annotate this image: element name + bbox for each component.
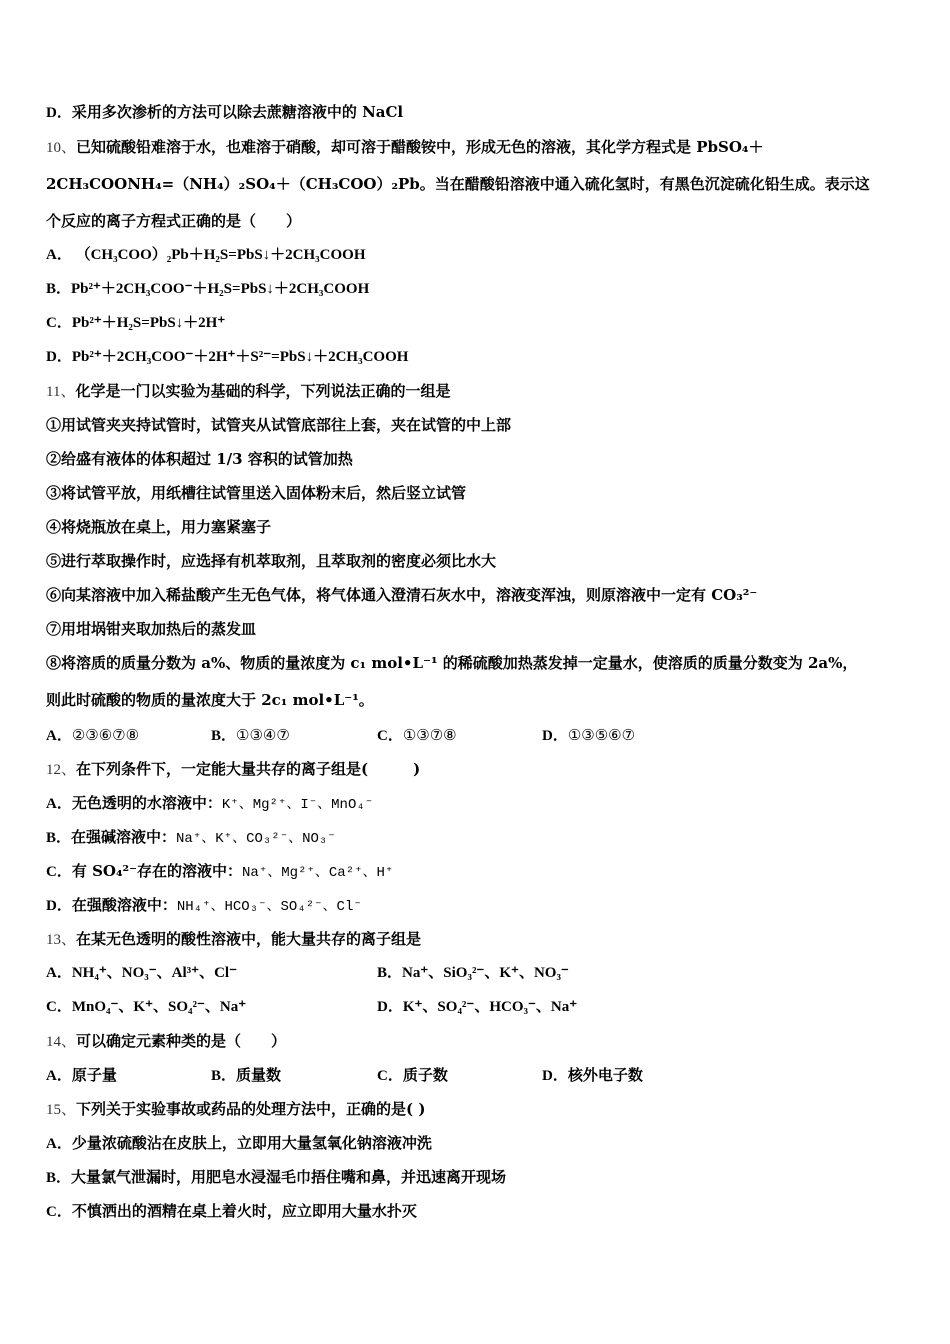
question-stem: 可以确定元素种类的是（ ）: [76, 1032, 287, 1050]
option-text: Pb²⁺＋H₂S=PbS↓＋2H⁺: [71, 315, 226, 331]
option-label: C．: [377, 728, 403, 744]
q12-option-d: [46, 895, 362, 917]
option-text: ①③⑤⑥⑦: [567, 726, 636, 744]
q14-option-a: [46, 1065, 117, 1086]
q10-option-d: [46, 347, 408, 367]
q11-statement-8: ⑧将溶质的质量分数为 a%、物质的量浓度为 c₁ mol•L⁻¹ 的稀硫酸加热蒸发掉一定量水，使溶质的质量分数变为 2a%，: [46, 654, 858, 672]
question-number: 14、: [46, 1034, 77, 1050]
q11-statement-3: ③将试管平放，用纸槽往试管里送入固体粉末后，然后竖立试管: [46, 484, 467, 502]
q13-option-d: [377, 997, 577, 1017]
question-number: 13、: [46, 932, 77, 948]
option-label: B．: [211, 728, 237, 744]
option-text: Pb²⁺＋2CH₃COO⁻＋2H⁺＋S²⁻=PbS↓＋2CH₃COOH: [71, 349, 409, 365]
option-text: 采用多次渗析的方法可以除去蔗糖溶液中的 NaCl: [71, 103, 404, 121]
option-text: 少量浓硫酸沾在皮肤上，立即用大量氢氧化钠溶液冲洗: [71, 1134, 432, 1152]
option-label: B．: [46, 1170, 72, 1186]
q11-statement-2: ②给盛有液体的体积超过 1/3 容积的试管加热: [46, 450, 353, 468]
q11-statement-7: ⑦用坩埚钳夹取加热后的蒸发皿: [46, 620, 257, 638]
q13-option-a: [46, 963, 237, 983]
q11-statement-6: ⑥向某溶液中加入稀盐酸产生无色气体，将气体通入澄清石灰水中，溶液变浑浊，则原溶液中一定有 CO₃²⁻: [46, 586, 758, 604]
q10-stem-line3: 个反应的离子方程式正确的是（ ）: [46, 212, 302, 230]
option-text: Pb²⁺＋2CH₃COO⁻＋H₂S=PbS↓＋2CH₃COOH: [71, 281, 370, 297]
q15-option-a: [46, 1133, 432, 1154]
q15-option-c: [46, 1201, 417, 1222]
option-label: D．: [46, 898, 72, 914]
q12-option-c: [46, 861, 393, 883]
option-text: NH₄⁺、NO₃⁻、Al³⁺、Cl⁻: [71, 965, 238, 981]
question-stem: 在下列条件下，一定能大量共存的离子组是( ): [76, 760, 421, 778]
q13-option-b: [377, 963, 569, 983]
q15-option-b: [46, 1167, 506, 1188]
q10-stem-line1: [46, 137, 763, 158]
option-text: Na⁺、SiO₃²⁻、K⁺、NO₃⁻: [402, 965, 569, 981]
question-number: 10、: [46, 140, 77, 156]
option-label: A．: [46, 796, 72, 812]
option-label: A．: [46, 1136, 72, 1152]
option-condition: 在强碱溶液中：: [71, 828, 177, 846]
q14-option-c: [377, 1065, 448, 1086]
option-ions: K⁺、Mg²⁺、I⁻、MnO₄⁻: [221, 797, 374, 813]
q11-statement-4: ④将烧瓶放在桌上，用力塞紧塞子: [46, 518, 272, 536]
option-text: 质子数: [402, 1066, 448, 1084]
option-text: 质量数: [236, 1066, 282, 1084]
option-label: C．: [46, 1204, 72, 1220]
option-label: B．: [46, 281, 72, 297]
question-stem: 已知硫酸铅难溶于水，也难溶于硝酸，却可溶于醋酸铵中，形成无色的溶液，其化学方程式是 PbSO₄＋: [76, 138, 764, 156]
q14-option-b: [211, 1065, 281, 1086]
option-text: MnO₄⁻、K⁺、SO₄²⁻、Na⁺: [71, 999, 247, 1015]
q11-option-b: [211, 725, 290, 746]
q12-stem: [46, 759, 420, 780]
question-stem: 下列关于实验事故或药品的处理方法中，正确的是( ): [76, 1100, 426, 1118]
option-label: D．: [542, 1068, 568, 1084]
q11-option-a: [46, 725, 139, 746]
option-label: C．: [46, 864, 72, 880]
option-label: C．: [46, 999, 72, 1015]
option-label: D．: [46, 105, 72, 121]
question-number: 11、: [46, 384, 76, 400]
option-text: 不慎洒出的酒精在桌上着火时，应立即用大量水扑灭: [71, 1202, 417, 1220]
q10-stem-line2: 2CH₃COONH₄=（NH₄）₂SO₄＋（CH₃COO）₂Pb。当在醋酸铅溶液中通入硫化氢时，有黑色沉淀硫化铅生成。表示这: [46, 175, 870, 193]
q11-stem: [46, 381, 450, 402]
option-text: ②③⑥⑦⑧: [71, 726, 140, 744]
q10-option-b: [46, 279, 369, 299]
question-number: 12、: [46, 762, 77, 778]
option-label: A．: [46, 728, 72, 744]
option-condition: 无色透明的水溶液中：: [71, 794, 222, 812]
q13-option-c: [46, 997, 246, 1017]
q10-option-a: [46, 245, 366, 265]
option-text: K⁺、SO₄²⁻、HCO₃⁻、Na⁺: [402, 999, 578, 1015]
q13-stem: [46, 929, 421, 950]
q15-stem: [46, 1099, 425, 1120]
option-text: 核外电子数: [567, 1066, 643, 1084]
option-label: B．: [377, 965, 403, 981]
q11-option-d: [542, 725, 635, 746]
q11-statement-5: ⑤进行萃取操作时，应选择有机萃取剂，且萃取剂的密度必须比水大: [46, 552, 497, 570]
option-label: D．: [377, 999, 403, 1015]
option-text: ①③④⑦: [236, 726, 290, 744]
option-text: 原子量: [71, 1066, 117, 1084]
q14-stem: [46, 1031, 286, 1052]
option-label: B．: [211, 1068, 237, 1084]
q10-option-c: [46, 313, 225, 333]
q12-option-b: [46, 827, 336, 849]
option-label: D．: [542, 728, 568, 744]
option-label: D．: [46, 349, 72, 365]
q9-option-d: [46, 102, 403, 123]
option-label: A．: [46, 965, 72, 981]
option-label: A．: [46, 247, 72, 263]
option-text: 大量氯气泄漏时，用肥皂水浸湿毛巾捂住嘴和鼻，并迅速离开现场: [71, 1168, 507, 1186]
q11-option-c: [377, 725, 457, 746]
option-condition: 在强酸溶液中：: [71, 896, 177, 914]
q11-statement-1: ①用试管夹夹持试管时，试管夹从试管底部往上套，夹在试管的中上部: [46, 416, 512, 434]
question-number: 15、: [46, 1102, 77, 1118]
option-text: （CH₃COO）₂Pb＋H₂S=PbS↓＋2CH₃COOH: [75, 247, 366, 263]
question-stem: 化学是一门以实验为基础的科学，下列说法正确的一组是: [75, 382, 451, 400]
option-label: B．: [46, 830, 72, 846]
option-ions: NH₄⁺、HCO₃⁻、SO₄²⁻、Cl⁻: [176, 899, 362, 915]
option-text: ①③⑦⑧: [402, 726, 457, 744]
question-stem: 在某无色透明的酸性溶液中，能大量共存的离子组是: [76, 930, 422, 948]
option-label: C．: [377, 1068, 403, 1084]
option-ions: Na⁺、Mg²⁺、Ca²⁺、H⁺: [242, 865, 394, 881]
q12-option-a: [46, 793, 373, 815]
option-ions: Na⁺、K⁺、CO₃²⁻、NO₃⁻: [176, 831, 336, 847]
option-label: A．: [46, 1068, 72, 1084]
q14-option-d: [542, 1065, 643, 1086]
q11-statement-8-cont: 则此时硫酸的物质的量浓度大于 2c₁ mol•L⁻¹。: [46, 691, 374, 709]
option-label: C．: [46, 315, 72, 331]
option-condition: 有 SO₄²⁻存在的溶液中：: [71, 862, 243, 880]
